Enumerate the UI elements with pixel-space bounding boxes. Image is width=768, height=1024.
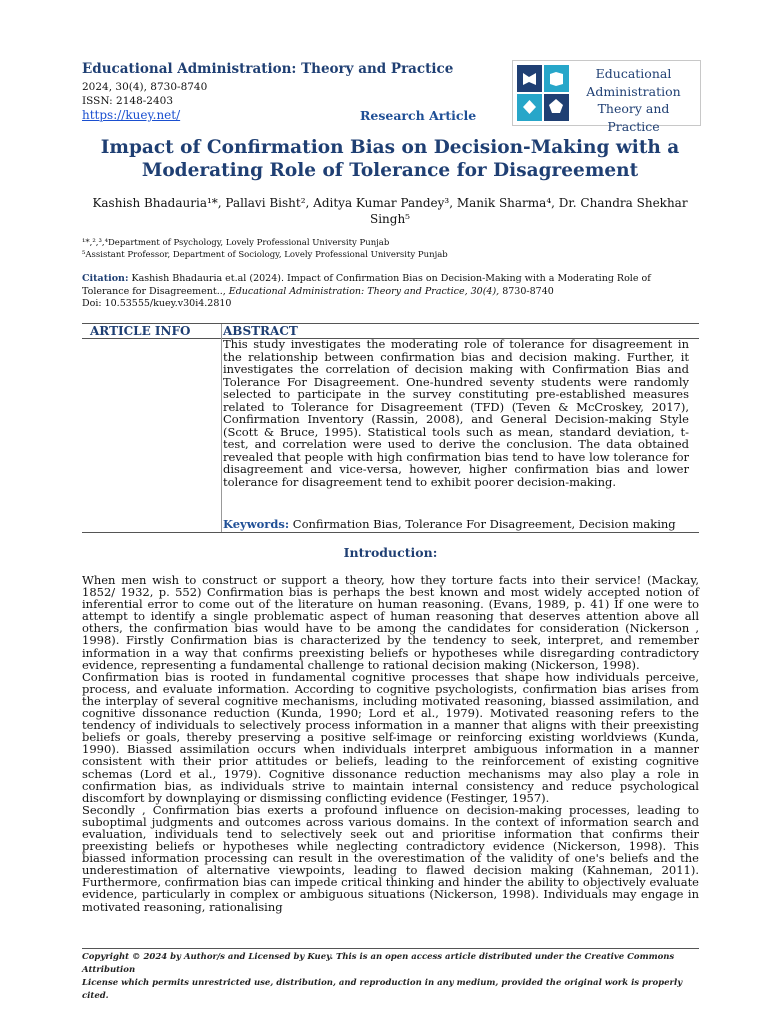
- column-divider: [221, 324, 222, 532]
- keywords-line: [223, 517, 676, 531]
- authors-line-2: Singh⁵: [369, 212, 410, 226]
- journal-logo: [512, 60, 701, 134]
- citation-journal: Educational Administration: Theory and Practice, 30(4),: [228, 285, 500, 297]
- abstract-heading: ABSTRACT: [223, 324, 298, 338]
- author-list: [80, 195, 700, 227]
- logo-line-3: Theory and Practice: [597, 101, 670, 134]
- intro-paragraph-3: Secondly , Confirmation bias exerts a profound influence on decision-making processes, leading to suboptimal judgments and outcomes across various domains. In the context of information search and evaluation, individuals tend to selectively seek out and prioritise information that confirms their preexisting beliefs or hypotheses while neglecting contradictory evidence (Nickerson, 1998). This biassed information processing can result in the overestimation of the validity of one's beliefs and the underestimation of alternative viewpoints, leading to flawed decision making (Kahneman, 2011). Furthermore, confirmation bias can impede critical thinking and hinder the ability to objectively evaluate evidence, particularly in complex or ambiguous situations (Nickerson, 1998). Individuals may engage in motivated reasoning, rationalising: [82, 802, 699, 914]
- footer-line-1: Copyright © 2024 by Author/s and Licensed by Kuey. This is an open access article distributed under the Creative Commons Attribution: [82, 952, 675, 975]
- footer-divider: [82, 948, 699, 949]
- citation-label: Citation:: [82, 273, 129, 284]
- footer-line-2: License which permits unrestricted use, distribution, and reproduction in any medium, provided the original work is properly cited.: [82, 978, 683, 1001]
- journal-logo-icon: [517, 65, 569, 121]
- citation-doi: Doi: 10.53555/kuey.v30i4.2810: [82, 298, 232, 309]
- intro-paragraph-2: Confirmation bias is rooted in fundamental cognitive processes that shape how individuals perceive, process, and evaluate information. According to cognitive psychologists, confirmation bias arises from the interplay of several cognitive mechanisms, including motivated reasoning, biassed assimilation, and cognitive dissonance reduction (Kunda, 1990; Lord et al., 1979). Motivated reasoning refers to the tendency of individuals to selectively process information in a manner that aligns with their preexisting beliefs or goals, thereby preserving a positive self-image or reinforcing existing worldviews (Kunda, 1990). Biassed assimilation occurs when individuals interpret ambiguous information in a manner consistent with their prior attitudes or beliefs, leading to the reinforcement of existing cognitive schemas (Lord et al., 1979). Cognitive dissonance reduction mechanisms may also play a role in confirmation bias, as individuals strive to maintain internal consistency and reduce psychological discomfort by downplaying or dismissing conflicting evidence (Festinger, 1957).: [82, 669, 699, 805]
- journal-issue: 2024, 30(4), 8730-8740: [82, 81, 208, 93]
- divider-bottom: [82, 532, 699, 533]
- copyright-footer: [82, 951, 699, 1003]
- citation-text: Kashish Bhadauria et.al (2024). Impact of Confirmation Bias on Decision-Making with a Moderating Role of Tolerance for Disagreement..,: [82, 273, 651, 297]
- article-info-heading: ARTICLE INFO: [90, 324, 191, 338]
- article-type: Research Article: [360, 108, 477, 123]
- citation-pages: 8730-8740: [499, 285, 554, 297]
- introduction-heading: Introduction:: [343, 545, 438, 560]
- affiliation-2: ⁵Assistant Professor, Department of Sociology, Lovely Professional University Punjab: [82, 250, 448, 260]
- logo-line-1: Educational: [595, 66, 672, 81]
- abstract-text: This study investigates the moderating role of tolerance for disagreement in the relationship between confirmation bias and decision making. Further, it investigates the correlation of decision making with Confirmation Bias and Tolerance For Disagreement. One-hundred seventy students were randomly selected to participate in the survey constituting pre-established measures related to Tolerance for Disagreement (TFD) (Teven & McCroskey, 2017), Confirmation Inventory (Rassin, 2008), and General Decision-making Style (Scott & Bruce, 1995). Statistical tools such as mean, standard deviation, t-test, and correlation were used to derive the conclusion. The data obtained revealed that people with high confirmation bias tend to have low tolerance for disagreement and vice-versa, however, higher confirmation bias and lower tolerance for disagreement tend to exhibit poorer decision-making.: [223, 337, 689, 489]
- title-line-1: Impact of Confirmation Bias on Decision-Making with a: [100, 137, 680, 158]
- affiliation-1: ¹*,²,³,⁴Department of Psychology, Lovely Professional University Punjab: [82, 238, 390, 248]
- logo-line-2: Administration: [586, 83, 681, 99]
- citation-block: [82, 273, 698, 311]
- title-line-2: Moderating Role of Tolerance for Disagreement: [141, 160, 639, 181]
- journal-issn: ISSN: 2148-2403: [82, 95, 174, 107]
- journal-name: Educational Administration: Theory and Practice: [82, 61, 454, 77]
- intro-paragraph-1: When men wish to construct or support a theory, how they torture facts into their service! (Mackay, 1852/ 1932, p. 552) Confirmation bias is perhaps the best known and most widely accepted notion of inferential error to come out of the literature on human reasoning. (Evans, 1989, p. 41) If one were to attempt to identify a single problematic aspect of human reasoning that deserves attention above all others, the confirmation bias would have to be among the candidates for consideration (Nickerson , 1998). Firstly Confirmation bias is characterized by the tendency to seek, interpret, and remember information in a way that confirms preexisting beliefs or hypotheses while disregarding contradictory evidence, representing a fundamental challenge to rational decision making (Nickerson, 1998).: [82, 573, 699, 672]
- keywords-label: Keywords:: [223, 517, 290, 531]
- introduction-body: [82, 574, 699, 913]
- journal-url-link[interactable]: https://kuey.net/: [82, 108, 181, 122]
- paper-title: [80, 136, 700, 182]
- keywords-text: Confirmation Bias, Tolerance For Disagreement, Decision making: [289, 517, 676, 531]
- logo-text: [571, 65, 696, 135]
- authors-line-1: Kashish Bhadauria¹*, Pallavi Bisht², Aditya Kumar Pandey³, Manik Sharma⁴, Dr. Chandra Shekhar: [92, 196, 688, 210]
